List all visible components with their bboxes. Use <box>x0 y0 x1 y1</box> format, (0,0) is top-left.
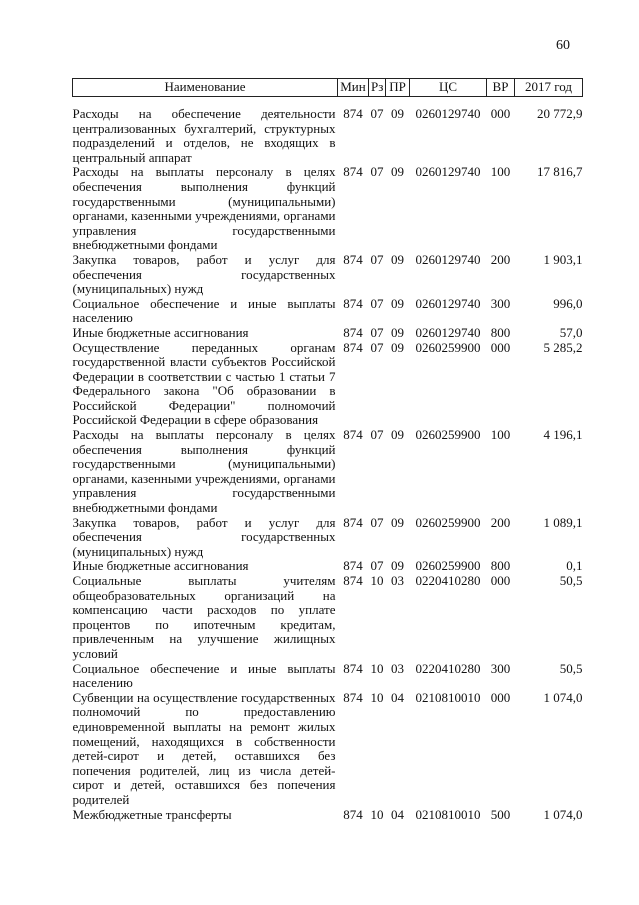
row-rz: 07 <box>370 339 384 355</box>
row-pr: 09 <box>391 324 404 340</box>
row-vr: 000 <box>490 689 511 705</box>
table-row <box>73 297 583 326</box>
table-row <box>73 574 583 662</box>
row-min: 874 <box>343 295 363 311</box>
row-vr: 300 <box>490 660 511 676</box>
row-rz: 07 <box>370 558 384 574</box>
row-pr: 09 <box>391 106 404 121</box>
row-cs: 0220410280 <box>415 660 481 676</box>
row-amount: 0,1 <box>566 558 583 574</box>
table-body <box>73 97 583 823</box>
row-min: 874 <box>343 689 363 705</box>
table-row <box>73 691 583 808</box>
table-row <box>73 97 583 166</box>
row-min: 874 <box>343 164 363 180</box>
row-vr: 300 <box>490 295 511 311</box>
row-rz: 07 <box>370 295 384 311</box>
row-vr: 000 <box>490 573 511 588</box>
header-year: 2017 год <box>515 79 583 97</box>
row-pr: 04 <box>391 689 404 705</box>
row-vr: 100 <box>490 164 511 180</box>
row-cs: 0260129740 <box>415 324 481 340</box>
table-row <box>73 662 583 691</box>
row-min: 874 <box>343 251 363 267</box>
row-rz: 10 <box>370 660 384 676</box>
row-amount: 1 074,0 <box>543 806 583 822</box>
row-rz: 07 <box>370 164 384 180</box>
row-name: Социальные выплаты учителям общеобразовательных организаций на компенсацию части расходов по уплате процентов по ипотечным кредитам, привлеченным на улучшение жилищных условий <box>72 573 336 661</box>
row-pr: 09 <box>391 339 404 355</box>
row-amount: 5 285,2 <box>543 339 583 355</box>
row-rz: 07 <box>370 106 384 121</box>
table-row <box>73 516 583 560</box>
row-name: Субвенции на осуществление государственных полномочий по предоставлению единовременной выплаты на ремонт жилых помещений, находящихся в собственности детей-сирот и детей, оставшихся без попечения родителей, лиц из числа детей-сирот и детей, оставшихся без попечения родителей <box>72 689 336 807</box>
row-vr: 000 <box>490 339 511 355</box>
row-min: 874 <box>343 106 363 121</box>
row-pr: 09 <box>391 514 404 530</box>
budget-table <box>72 78 583 822</box>
row-rz: 10 <box>370 689 384 705</box>
row-cs: 0260259900 <box>415 558 481 574</box>
table-row <box>73 326 583 341</box>
row-name: Иные бюджетные ассигнования <box>72 558 249 574</box>
table-row <box>73 165 583 253</box>
row-min: 874 <box>343 558 363 574</box>
row-cs: 0260259900 <box>415 339 481 355</box>
row-cs: 0260129740 <box>415 106 481 121</box>
row-pr: 03 <box>391 660 404 676</box>
table-row <box>73 808 583 823</box>
header-min: Мин <box>338 79 369 97</box>
row-pr: 09 <box>391 251 404 267</box>
row-cs: 0210810010 <box>415 689 481 705</box>
row-name: Осуществление переданных органам государственной власти субъектов Российской Федерации в соответствии с частью 1 статьи 7 Федерального закона "Об образовании в Российской Федерации" полномочий Российской Федерации в сфере образования <box>72 339 336 428</box>
table-row <box>73 341 583 429</box>
row-amount: 50,5 <box>559 573 583 588</box>
row-amount: 20 772,9 <box>537 106 583 121</box>
row-min: 874 <box>343 573 363 588</box>
row-cs: 0220410280 <box>415 573 481 588</box>
row-vr: 100 <box>490 427 511 443</box>
row-name: Социальное обеспечение и иные выплаты населению <box>72 295 336 326</box>
row-name: Закупка товаров, работ и услуг для обеспечения государственных (муниципальных) нужд <box>72 514 336 559</box>
row-name: Расходы на выплаты персоналу в целях обеспечения выполнения функций государственными (муниципальными) органами, казенными учреждениями, органами управления государственными внебюджетными фондами <box>72 164 336 253</box>
table-row <box>73 253 583 297</box>
row-amount: 57,0 <box>559 324 583 340</box>
row-name: Иные бюджетные ассигнования <box>72 324 249 340</box>
row-cs: 0210810010 <box>415 806 481 822</box>
row-cs: 0260129740 <box>415 251 481 267</box>
row-pr: 09 <box>391 558 404 574</box>
row-pr: 09 <box>391 164 404 180</box>
row-cs: 0260259900 <box>415 427 481 443</box>
row-name: Расходы на выплаты персоналу в целях обеспечения выполнения функций государственными (муниципальными) органами, казенными учреждениями, органами управления государственными внебюджетными фондами <box>72 427 336 516</box>
table-row <box>73 428 583 516</box>
page-number: 60 <box>556 38 570 53</box>
row-name: Социальное обеспечение и иные выплаты населению <box>72 660 336 691</box>
row-amount: 1 074,0 <box>543 689 583 705</box>
row-rz: 10 <box>370 573 384 588</box>
header-name: Наименование <box>73 79 338 97</box>
row-min: 874 <box>343 339 363 355</box>
row-vr: 000 <box>490 106 511 121</box>
row-vr: 800 <box>490 324 511 340</box>
row-vr: 200 <box>490 514 511 530</box>
row-min: 874 <box>343 427 363 443</box>
header-cs: ЦС <box>410 79 487 97</box>
row-rz: 07 <box>370 514 384 530</box>
row-vr: 800 <box>490 558 511 574</box>
row-pr: 09 <box>391 427 404 443</box>
row-rz: 07 <box>370 324 384 340</box>
row-min: 874 <box>343 324 363 340</box>
row-amount: 996,0 <box>553 295 583 311</box>
row-rz: 07 <box>370 251 384 267</box>
row-vr: 200 <box>490 251 511 267</box>
row-rz: 07 <box>370 427 384 443</box>
row-amount: 1 089,1 <box>543 514 583 530</box>
row-vr: 500 <box>490 806 511 822</box>
header-pr: ПР <box>386 79 410 97</box>
row-min: 874 <box>343 660 363 676</box>
row-pr: 09 <box>391 295 404 311</box>
table-header <box>73 79 583 97</box>
row-cs: 0260129740 <box>415 295 481 311</box>
row-name: Расходы на обеспечение деятельности централизованных бухгалтерий, структурных подразделений и отделов, не входящих в центральный аппарат <box>72 106 336 165</box>
row-cs: 0260259900 <box>415 514 481 530</box>
row-amount: 4 196,1 <box>543 427 583 443</box>
row-name: Закупка товаров, работ и услуг для обеспечения государственных (муниципальных) нужд <box>72 251 336 297</box>
table-row <box>73 559 583 574</box>
row-pr: 03 <box>391 573 404 588</box>
row-amount: 17 816,7 <box>537 164 583 180</box>
row-amount: 1 903,1 <box>543 251 583 267</box>
row-amount: 50,5 <box>559 660 583 676</box>
row-pr: 04 <box>391 806 404 822</box>
row-name: Межбюджетные трансферты <box>72 806 232 822</box>
row-rz: 10 <box>370 806 384 822</box>
header-rz: Рз <box>369 79 386 97</box>
header-vr: ВР <box>487 79 515 97</box>
row-min: 874 <box>343 806 363 822</box>
row-cs: 0260129740 <box>415 164 481 180</box>
row-min: 874 <box>343 514 363 530</box>
